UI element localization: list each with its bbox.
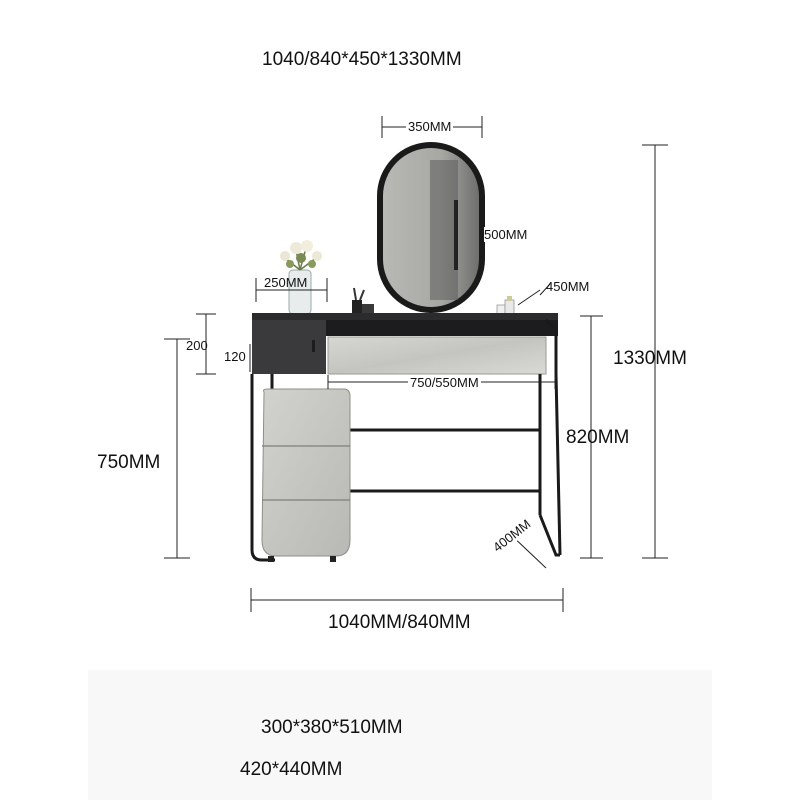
table-height-label: 750MM <box>97 452 161 473</box>
mirror-height-label: 500MM <box>484 227 528 242</box>
top-depth-label: 450MM <box>546 279 590 294</box>
drawer-width-label: 750/550MM <box>410 375 479 390</box>
total-height-label: 1330MM <box>613 348 687 369</box>
stool-cabinet <box>262 389 350 562</box>
vase-width-label: 250MM <box>264 275 308 290</box>
total-width-label: 1040MM/840MM <box>328 612 471 633</box>
overall-dimensions-label: 1040/840*450*1330MM <box>262 49 462 70</box>
drawer-height-label: 200 <box>186 338 208 353</box>
mirror-width-label: 350MM <box>408 119 452 134</box>
stool-seat-label: 420*440MM <box>240 759 343 780</box>
drawer-inner-label: 120 <box>224 349 246 364</box>
leg-depth-label: 400MM <box>490 516 534 555</box>
frame-height-label: 820MM <box>566 427 630 448</box>
mirror <box>380 145 482 318</box>
stool-size-label: 300*380*510MM <box>261 717 403 738</box>
